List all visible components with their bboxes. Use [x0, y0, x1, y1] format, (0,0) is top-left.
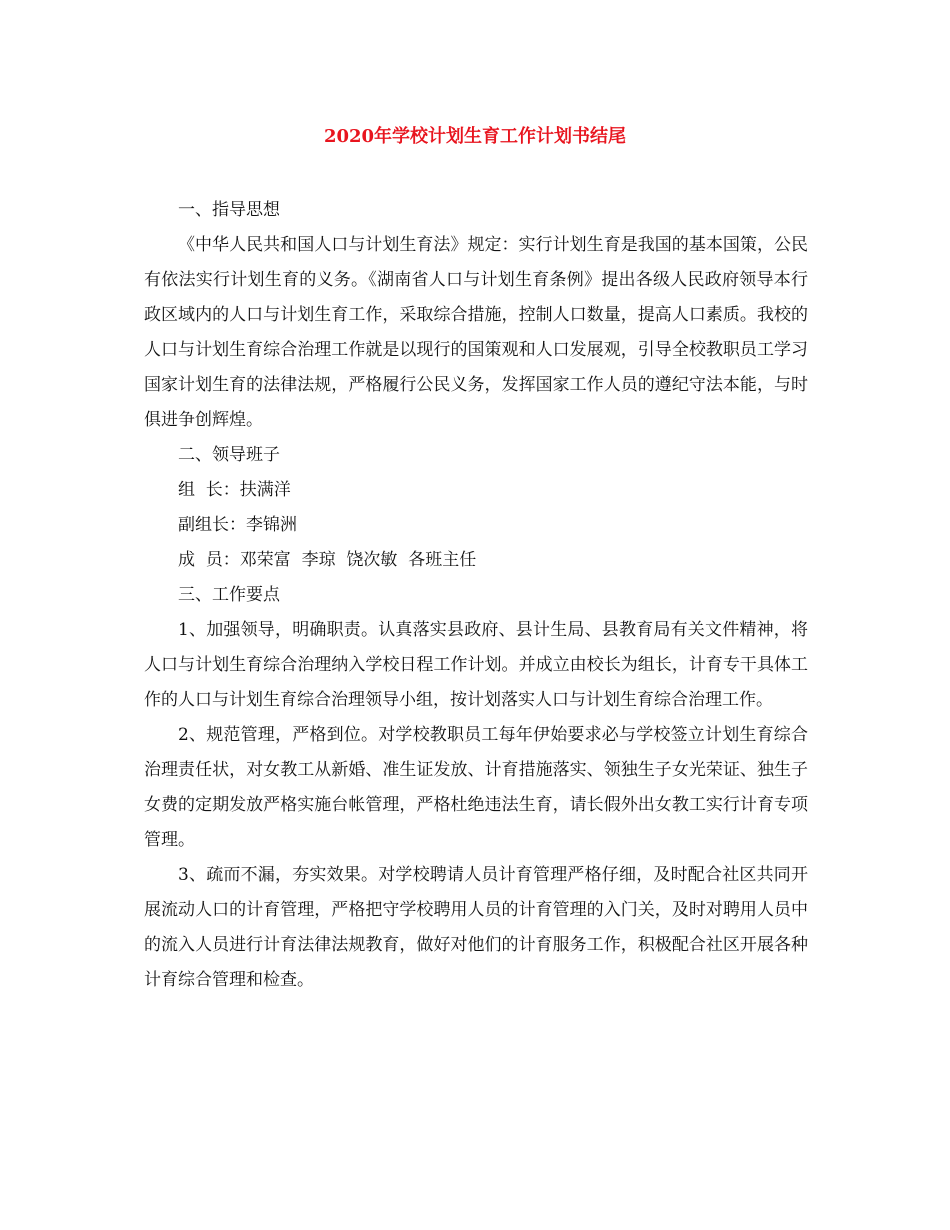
paragraph-work-point-2: 2、规范管理，严格到位。对学校教职员工每年伊始要求必与学校签立计划生育综合治理责任状，对女教工从新婚、准生证发放、计育措施落实、领独生子女光荣证、独生子女费的定期发放严格实施台帐管理，严格杜绝违法生育，请长假外出女教工实行计育专项管理。 [144, 725, 808, 850]
section-heading-leadership: 二、领导班子 [178, 445, 280, 465]
section-heading-guiding-ideology: 一、指导思想 [178, 200, 280, 220]
paragraph-work-point-3: 3、疏而不漏，夯实效果。对学校聘请人员计育管理严格仔细，及时配合社区共同开展流动人口的计育管理，严格把守学校聘用人员的计育管理的入门关，及时对聘用人员中的流入人员进行计育法律法规教育，做好对他们的计育服务工作，积极配合社区开展各种计育综合管理和检查。 [144, 865, 808, 990]
section-heading-work-points: 三、工作要点 [178, 585, 280, 605]
leader-line: 组 长：扶满洋 [178, 480, 291, 500]
deputy-leader-line: 副组长：李锦洲 [178, 515, 297, 535]
paragraph-guiding-ideology: 《中华人民共和国人口与计划生育法》规定：实行计划生育是我国的基本国策，公民有依法实行计划生育的义务。《湖南省人口与计划生育条例》提出各级人民政府领导本行政区域内的人口与计划生育工作，采取综合措施，控制人口数量，提高人口素质。我校的人口与计划生育综合治理工作就是以现行的国策观和人口发展观，引导全校教职员工学习国家计划生育的法律法规，严格履行公民义务，发挥国家工作人员的遵纪守法本能，与时俱进争创辉煌。 [144, 235, 808, 430]
members-line: 成 员：邓荣富 李琼 饶次敏 各班主任 [178, 550, 477, 570]
document-body [144, 193, 808, 998]
paragraph-work-point-1: 1、加强领导，明确职责。认真落实县政府、县计生局、县教育局有关文件精神，将人口与计划生育综合治理纳入学校日程工作计划。并成立由校长为组长，计育专干具体工作的人口与计划生育综合治理领导小组，按计划落实人口与计划生育综合治理工作。 [144, 620, 808, 710]
document-title: 2020年学校计划生育工作计划书结尾 [323, 126, 627, 147]
